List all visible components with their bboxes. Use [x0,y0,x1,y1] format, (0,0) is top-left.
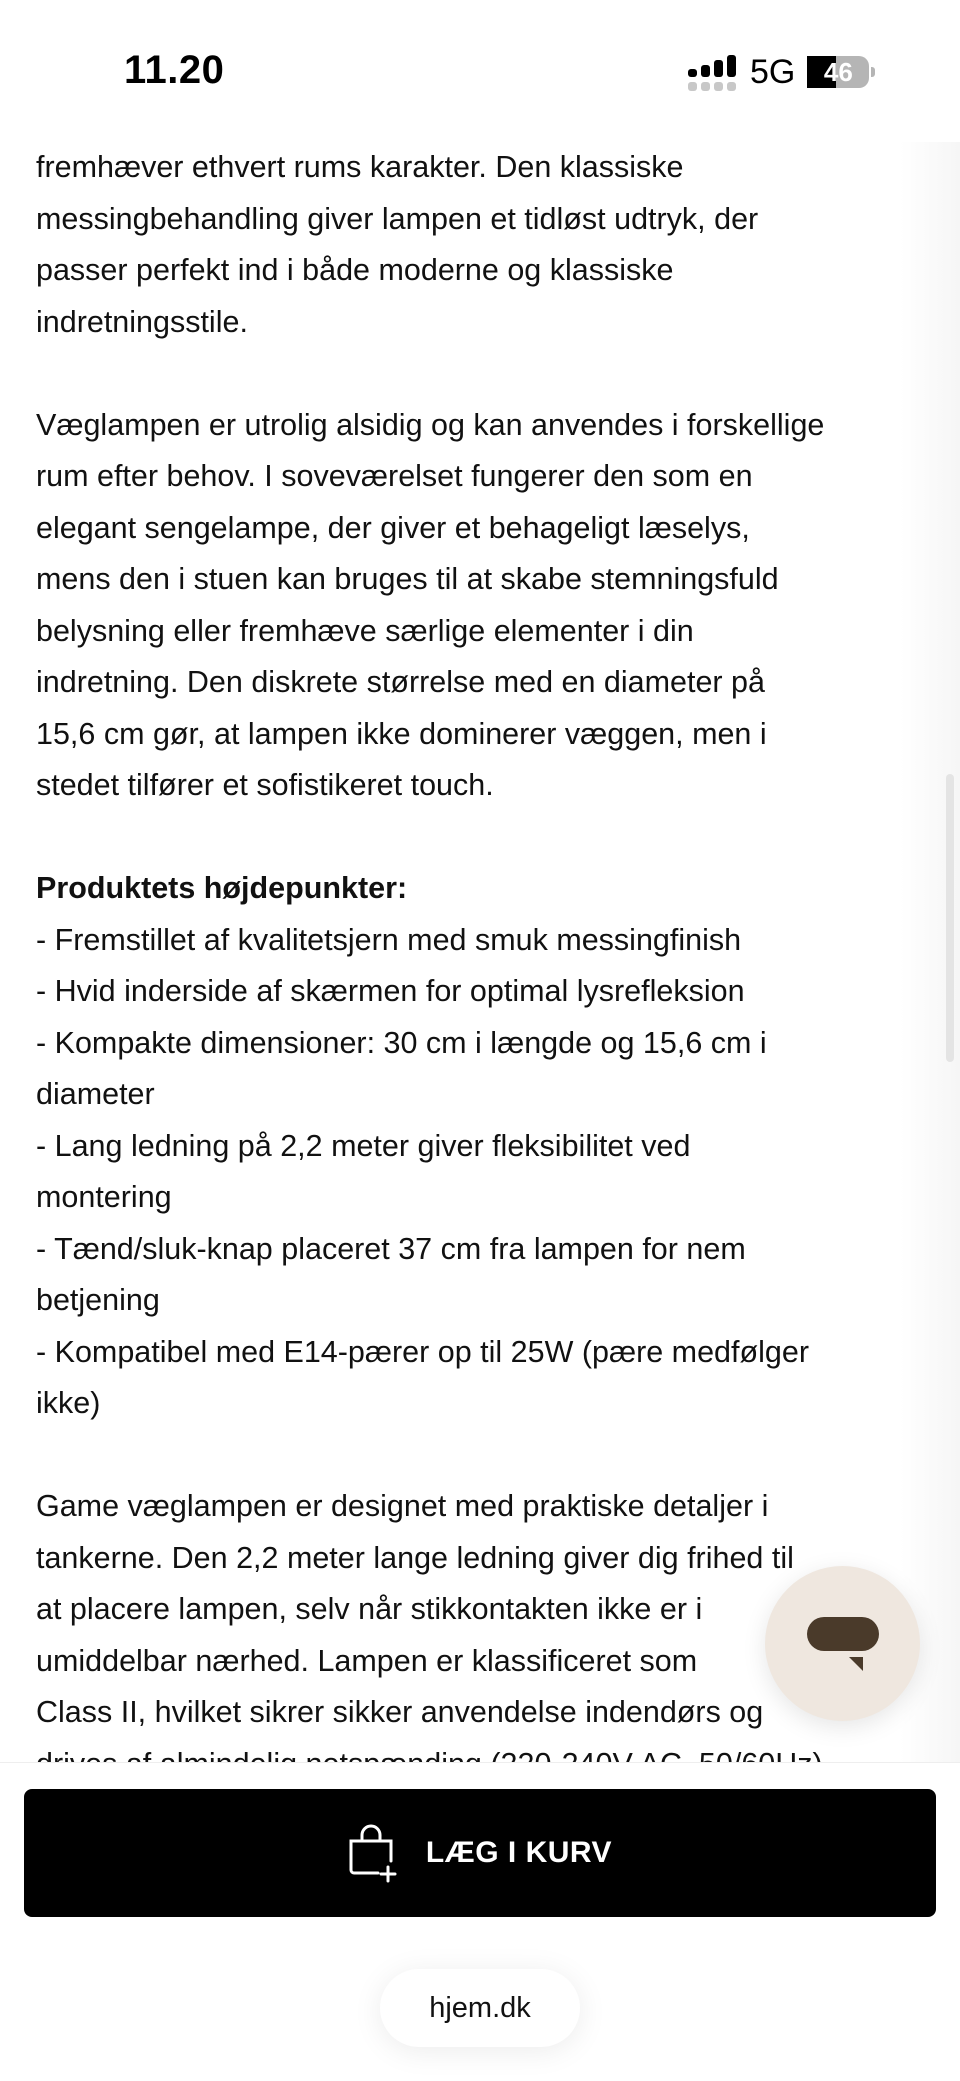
status-time: 11.20 [124,48,225,92]
paragraph-1 [36,142,936,348]
add-to-cart-button[interactable] [24,1789,936,1917]
text-line: 15,6 cm gør, at lampen ikke dominerer væggen, men i [36,716,767,751]
chat-button[interactable] [765,1566,920,1721]
text-line: Game væglampen er designet med praktiske detaljer i [36,1489,769,1523]
text-line: rum efter behov. I soveværelset fungerer den som en [36,459,753,493]
text-line: fremhæver ethvert rums karakter. Den klassiske [36,150,684,184]
highlight-item: - Kompakte dimensioner: 30 cm i længde og 15,6 cm i [36,1025,767,1060]
url-text: hjem.dk [429,1991,531,2024]
product-description[interactable] [0,142,960,1762]
text-line: Væglampen er utrolig alsidig og kan anvendes i forskellige [36,407,825,442]
description-text [36,142,936,1790]
text-line: messingbehandling giver lampen et tidløst udtryk, der [36,201,759,236]
text-line: elegant sengelampe, der giver et behageligt læselys, [36,510,750,545]
battery-tip [871,67,875,77]
add-to-cart-label: LÆG I KURV [425,1836,613,1869]
text-line: belysning eller fremhæve særlige elementer i din [36,613,694,648]
highlights-heading: Produktets højdepunkter: [36,871,408,905]
network-type: 5G [750,52,796,91]
text-line: passer perfekt ind i både moderne og klassiske [36,253,674,287]
text-line: Class II, hvilket sikrer sikker anvendelse indendørs og [36,1695,764,1729]
highlight-item: - Kompatibel med E14-pærer op til 25W (pære medfølger [36,1334,809,1369]
cellular-signal-icon [688,53,738,91]
highlights-list [36,915,936,1430]
highlight-item-cont: montering [36,1180,172,1214]
highlight-item-cont: betjening [36,1283,160,1317]
highlight-item: - Lang ledning på 2,2 meter giver fleksibilitet ved [36,1128,691,1163]
text-line: at placere lampen, selv når stikkontakten ikke er i [36,1592,703,1626]
status-bar [0,0,960,142]
address-bar[interactable] [380,1969,580,2047]
text-line: tankerne. Den 2,2 meter lange ledning giver dig frihed til [36,1540,794,1575]
bottom-action-bar [0,1762,960,2081]
text-line: mens den i stuen kan bruges til at skabe stemningsfuld [36,562,779,596]
highlight-item-cont: diameter [36,1077,155,1111]
status-indicators [688,52,875,92]
highlight-item: - Tænd/sluk-knap placeret 37 cm fra lampen for nem [36,1231,746,1266]
text-line: stedet tilfører et sofistikeret touch. [36,768,494,802]
battery-icon [807,56,869,88]
text-line: indretning. Den diskrete størrelse med en diameter på [36,665,765,699]
paragraph-2 [36,400,936,812]
text-line: umiddelbar nærhed. Lampen er klassificeret som [36,1643,698,1678]
chat-bubble-icon [803,1613,883,1675]
highlight-item: - Fremstillet af kvalitetsjern med smuk messingfinish [36,922,742,957]
battery-percent: 46 [823,56,853,87]
highlight-item: - Hvid inderside af skærmen for optimal lysrefleksion [36,974,745,1008]
shopping-bag-plus-icon [348,1823,400,1883]
scrollbar[interactable] [946,774,954,1062]
highlight-item-cont: ikke) [36,1386,101,1420]
text-line: indretningsstile. [36,304,248,339]
